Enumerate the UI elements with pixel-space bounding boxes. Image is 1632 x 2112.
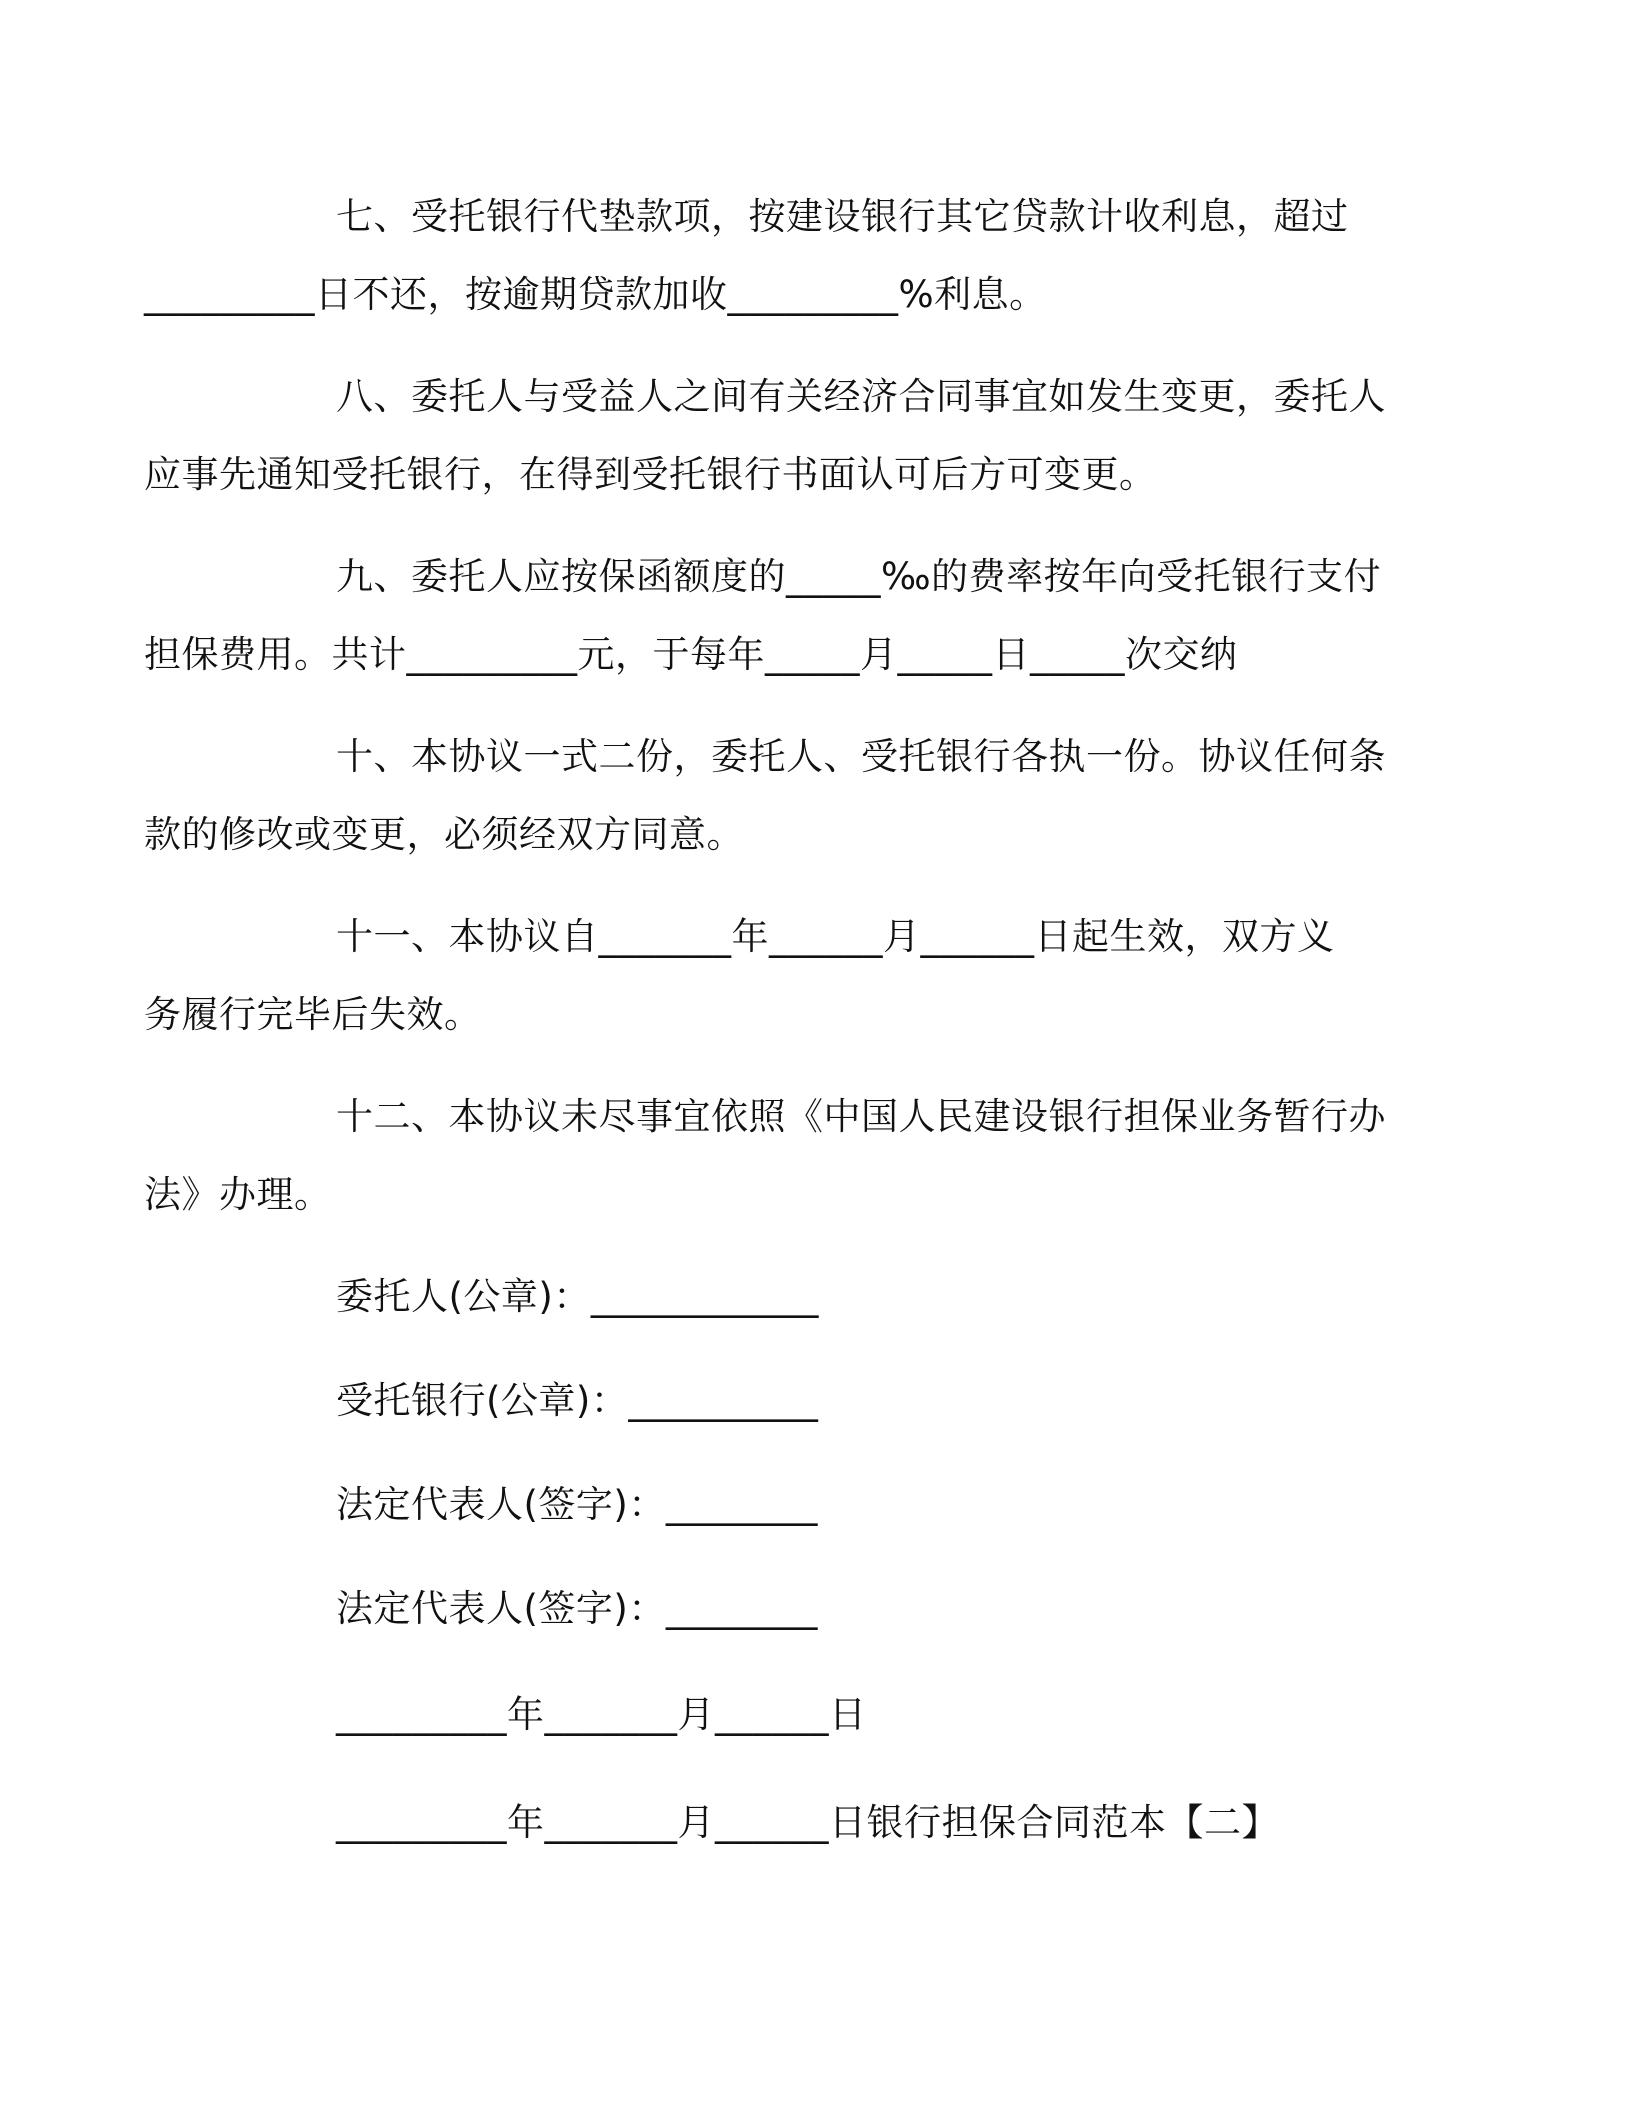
clause-10-line-2: 款的修改或变更，必须经双方同意。 — [144, 813, 744, 856]
date-line-1: _________年_______月______日 — [336, 1693, 867, 1736]
clause-7-line-1: 七、受托银行代垫款项，按建设银行其它贷款计收利息，超过 — [336, 195, 1349, 238]
clause-7-line-2: _________日不还，按逾期贷款加收_________%利息。 — [144, 273, 1047, 316]
clause-9-line-2: 担保费用。共计_________元，于每年_____月_____日_____次交纳 — [144, 633, 1238, 676]
signature-bank: 受托银行(公章)：__________ — [336, 1379, 819, 1422]
clause-10-line-1: 十、本协议一式二份，委托人、受托银行各执一份。协议任何条 — [336, 735, 1386, 778]
clause-10 — [144, 718, 1390, 874]
clause-8-line-1: 八、委托人与受益人之间有关经济合同事宜如发生变更，委托人 — [336, 375, 1386, 418]
clause-11 — [144, 898, 1390, 1054]
clause-9-line-1: 九、委托人应按保函额度的_____‰的费率按年向受托银行支付 — [336, 555, 1382, 598]
clause-8 — [144, 358, 1390, 514]
signature-legal-rep-2: 法定代表人(签字)：________ — [336, 1587, 818, 1630]
signature-principal: 委托人(公章)：____________ — [336, 1275, 819, 1318]
clause-12-line-2: 法》办理。 — [144, 1173, 332, 1216]
clause-9 — [144, 538, 1390, 694]
clause-12-line-1: 十二、本协议未尽事宜依照《中国人民建设银行担保业务暂行办 — [336, 1095, 1386, 1138]
clause-7 — [144, 178, 1390, 334]
clause-12 — [144, 1078, 1390, 1234]
signature-legal-rep-1: 法定代表人(签字)：________ — [336, 1483, 818, 1526]
clause-8-line-2: 应事先通知受托银行，在得到受托银行书面认可后方可变更。 — [144, 453, 1157, 496]
date-line-2: _________年_______月______日银行担保合同范本【二】 — [336, 1801, 1279, 1844]
clause-11-line-2: 务履行完毕后失效。 — [144, 993, 482, 1036]
clause-11-line-1: 十一、本协议自_______年______月______日起生效，双方义 — [336, 915, 1335, 958]
